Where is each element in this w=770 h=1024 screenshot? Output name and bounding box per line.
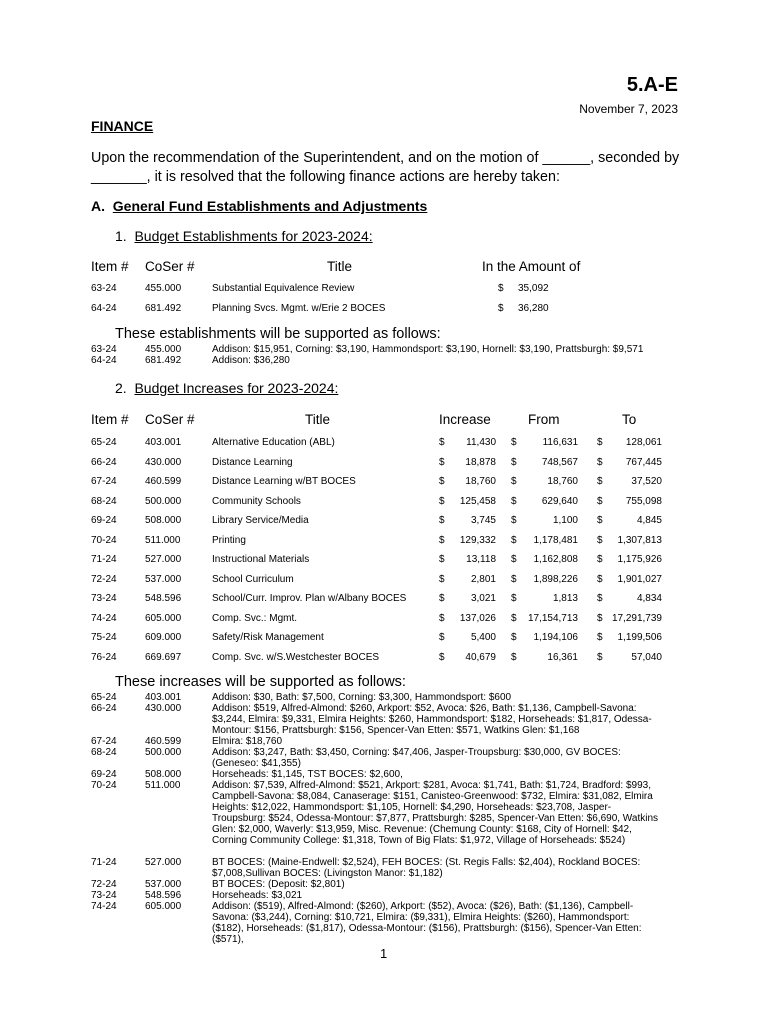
page-number: 1: [380, 946, 388, 961]
row-item: 73-24: [91, 593, 117, 604]
col-header-coser: CoSer #: [145, 412, 195, 427]
row-item: 64-24: [91, 303, 117, 314]
row-amount: 35,092: [518, 283, 549, 294]
support-coser: 605.000: [145, 901, 182, 912]
row-title: Alternative Education (ABL): [212, 437, 335, 448]
support-coser: 500.000: [145, 747, 182, 758]
row-dollar: $: [439, 534, 445, 546]
row-dollar: $: [511, 573, 517, 585]
row-coser: 527.000: [145, 554, 182, 565]
row-item: 72-24: [91, 573, 117, 585]
row-from: 1,194,106: [533, 632, 578, 643]
row-to: 1,199,506: [617, 632, 662, 643]
increases-support-title: These increases will be supported as follows:: [115, 674, 406, 690]
row-dollar: $: [597, 593, 603, 604]
row-increase: 5,400: [470, 632, 496, 643]
establishments-number: 1.: [115, 228, 127, 244]
support-coser: 460.599: [145, 736, 182, 747]
row-dollar: $: [597, 651, 603, 663]
row-coser: 605.000: [145, 612, 182, 624]
row-to: 17,291,739: [611, 612, 662, 624]
row-item: 75-24: [91, 632, 117, 643]
document-id: 5.A-E: [626, 74, 678, 96]
row-title: Comp. Svc.: Mgmt.: [212, 612, 298, 624]
col-header-item: Item #: [91, 259, 129, 274]
row-coser: 508.000: [145, 515, 182, 526]
row-dollar: $: [439, 573, 445, 585]
row-item: 66-24: [91, 456, 117, 468]
row-coser: 430.000: [145, 456, 182, 468]
support-item: 66-24: [91, 703, 117, 714]
support-coser: 430.000: [145, 703, 182, 714]
row-title: Comp. Svc. w/S.Westchester BOCES: [212, 651, 380, 663]
row-from: 1,162,808: [533, 554, 578, 565]
support-item: 64-24: [91, 355, 117, 366]
document-date: November 7, 2023: [579, 102, 678, 116]
row-increase: 125,458: [459, 495, 496, 507]
col-header-item: Item #: [91, 412, 129, 427]
support-text: Addison: $7,539, Alfred-Almond: $521, Arkport: $281, Avoca: $1,741, Bath: $1,724, Bradford: $993, Campbell-Savona: $8,084, Canaserage: $151, Canisteo-Greenwood: $732, Elmira: $31,082, Elmira Heights: $12,022, Hammondsport: $1,105, Hornell: $4,290, Horseheads: $23,708, Jasper-Troupsburg: $524, Odessa-Montour: $7,877, Prattsburgh: $285, Spencer-Van Etten: $6,690, Watkins Glen: $2,000, Waverly: $13,959, Misc. Revenue: (Chemung County: $168, City of Hornell: $42, Corning Community College: $1,318, Town of Big Flats: $1,972, Village of Horseheads: $524): [212, 780, 659, 846]
row-dollar: $: [439, 651, 445, 663]
support-item: 69-24: [91, 769, 117, 780]
row-from: 116,631: [542, 437, 578, 448]
row-coser: 609.000: [145, 632, 182, 643]
increases-heading: [115, 380, 338, 396]
establishments-title: Budget Establishments for 2023-2024:: [134, 228, 373, 244]
intro-paragraph: Upon the recommendation of the Superintendent, and on the motion of ______, seconded by _______, it is resolved that the following finance actions are hereby taken:: [91, 150, 680, 185]
row-dollar: $: [597, 437, 603, 448]
row-coser: 460.599: [145, 476, 182, 487]
establishments-heading: [115, 228, 373, 244]
row-item: 74-24: [91, 612, 117, 624]
row-title: Distance Learning: [212, 456, 293, 468]
row-increase: 2,801: [470, 573, 496, 585]
section-title: FINANCE: [91, 118, 154, 134]
row-dollar: $: [511, 612, 517, 624]
row-coser: 548.596: [145, 593, 182, 604]
row-to: 755,098: [625, 495, 662, 507]
row-from: 16,361: [547, 651, 578, 663]
support-coser: 511.000: [145, 780, 181, 791]
support-item: 67-24: [91, 736, 117, 747]
row-increase: 40,679: [465, 651, 496, 663]
row-title: School/Curr. Improv. Plan w/Albany BOCES: [212, 593, 407, 604]
col-header-from: From: [528, 412, 560, 427]
row-from: 1,178,481: [533, 534, 578, 546]
row-title: Printing: [212, 534, 246, 546]
section-a-letter: A.: [91, 198, 105, 214]
row-coser: 500.000: [145, 495, 182, 507]
col-header-amount: In the Amount of: [482, 259, 581, 274]
row-coser: 681.492: [145, 303, 182, 314]
row-title: Instructional Materials: [212, 554, 310, 565]
row-dollar: $: [597, 612, 603, 624]
support-text: Addison: $3,247, Bath: $3,450, Corning: $47,406, Jasper-Troupsburg: $30,000, GV BOCES: (Geneseo: $41,355): [212, 747, 621, 769]
row-title: Substantial Equivalence Review: [212, 283, 355, 294]
row-dollar: $: [511, 651, 517, 663]
col-header-coser: CoSer #: [145, 259, 195, 274]
support-coser: 681.492: [145, 355, 182, 366]
support-coser: 403.001: [145, 692, 182, 703]
row-coser: 455.000: [145, 283, 182, 294]
row-dollar: $: [439, 476, 445, 487]
col-header-increase: Increase: [439, 412, 491, 427]
row-from: 629,640: [541, 495, 578, 507]
row-dollar: $: [511, 495, 517, 507]
establishments-support-title: These establishments will be supported as follows:: [115, 326, 441, 342]
row-dollar: $: [439, 515, 445, 526]
row-increase: 137,026: [459, 612, 496, 624]
support-item: 72-24: [91, 879, 117, 890]
row-dollar: $: [511, 593, 517, 604]
row-title: Planning Svcs. Mgmt. w/Erie 2 BOCES: [212, 303, 386, 314]
row-item: 70-24: [91, 534, 117, 546]
row-to: 1,901,027: [617, 573, 662, 585]
support-text: Addison: $36,280: [212, 355, 290, 366]
row-dollar: $: [597, 476, 603, 487]
row-dollar: $: [439, 456, 445, 468]
row-to: 4,834: [636, 593, 662, 604]
row-dollar: $: [597, 534, 603, 546]
row-to: 1,307,813: [617, 534, 662, 546]
support-coser: 527.000: [145, 857, 182, 868]
row-dollar: $: [439, 593, 445, 604]
row-dollar: $: [597, 515, 603, 526]
row-to: 767,445: [625, 456, 662, 468]
row-increase: 3,021: [470, 593, 496, 604]
support-item: 73-24: [91, 890, 117, 901]
row-item: 63-24: [91, 283, 117, 294]
row-title: Distance Learning w/BT BOCES: [212, 476, 356, 487]
row-item: 76-24: [91, 651, 117, 663]
support-item: 68-24: [91, 747, 117, 758]
support-item: 65-24: [91, 692, 117, 703]
row-dollar: $: [511, 515, 517, 526]
row-title: Library Service/Media: [212, 515, 309, 526]
row-increase: 11,430: [466, 437, 496, 448]
row-item: 69-24: [91, 515, 117, 526]
row-from: 1,100: [552, 515, 578, 526]
row-dollar: $: [511, 554, 517, 565]
col-header-to: To: [622, 412, 637, 427]
support-text: Horseheads: $1,145, TST BOCES: $2,600,: [212, 769, 403, 780]
row-dollar: $: [511, 437, 517, 448]
row-to: 57,040: [631, 651, 662, 663]
support-item: 70-24: [91, 780, 117, 791]
row-from: 17,154,713: [527, 612, 578, 624]
row-increase: 18,760: [465, 476, 496, 487]
support-text: Addison: ($519), Alfred-Almond: ($260), Arkport: ($52), Avoca: ($26), Bath: ($1,136), Campbell-Savona: ($3,244), Corning: $10,721, Elmira: ($9,331), Elmira Heights: ($260), Hammondsport: ($182), Horseheads: ($1,817), Odessa-Montour: ($156), Prattsburgh: ($156), Spencer-Van Etten: ($571),: [212, 901, 642, 945]
support-text: Addison: $519, Alfred-Almond: $260, Arkport: $52, Avoca: $26, Bath: $1,136, Campbell-Savona: $3,244, Elmira: $9,331, Elmira Heights: $260, Hammondsport: $182, Horseheads: $1,817, Odessa-Montour: $156, Prattsburgh: $156, Spencer-Van Etten: $571, Watkins Glen: $1,168: [212, 703, 652, 736]
row-dollar: $: [511, 476, 517, 487]
row-title: Safety/Risk Management: [212, 632, 324, 643]
row-dollar: $: [511, 534, 517, 546]
row-increase: 3,745: [470, 515, 496, 526]
row-item: 68-24: [91, 495, 117, 507]
increases-number: 2.: [115, 380, 127, 396]
row-to: 4,845: [636, 515, 662, 526]
increases-title: Budget Increases for 2023-2024:: [134, 380, 339, 396]
row-title: Community Schools: [212, 495, 301, 507]
row-coser: 403.001: [145, 437, 182, 448]
support-coser: 548.596: [145, 890, 182, 901]
row-dollar: $: [439, 437, 445, 448]
support-text: BT BOCES: (Maine-Endwell: $2,524), FEH BOCES: (St. Regis Falls: $2,404), Rockland BOCES: $7,008,Sullivan BOCES: (Livingston Manor: $1,182): [212, 857, 641, 879]
row-item: 67-24: [91, 476, 117, 487]
row-dollar: $: [439, 612, 445, 624]
row-increase: 129,332: [459, 534, 496, 546]
row-dollar: $: [511, 632, 517, 643]
row-amount: 36,280: [518, 303, 549, 314]
row-dollar: $: [439, 554, 445, 565]
col-header-title: Title: [305, 412, 331, 427]
row-dollar: $: [597, 573, 603, 585]
support-text: Addison: $30, Bath: $7,500, Corning: $3,300, Hammondsport: $600: [212, 692, 512, 703]
row-item: 71-24: [91, 554, 117, 565]
row-to: 37,520: [631, 476, 662, 487]
row-dollar: $: [439, 632, 445, 643]
support-item: 63-24: [91, 344, 117, 355]
section-a-heading: [91, 198, 427, 214]
support-coser: 537.000: [145, 879, 182, 890]
row-from: 1,898,226: [533, 573, 578, 585]
row-item: 65-24: [91, 437, 117, 448]
col-header-title: Title: [327, 259, 353, 274]
row-dollar: $: [597, 495, 603, 507]
row-dollar: $: [597, 632, 603, 643]
row-coser: 537.000: [145, 573, 182, 585]
support-coser: 508.000: [145, 769, 182, 780]
section-a-title: General Fund Establishments and Adjustments: [112, 198, 428, 214]
row-increase: 18,878: [465, 456, 496, 468]
support-text: Elmira: $18,760: [212, 736, 283, 747]
row-increase: 13,118: [466, 554, 496, 565]
row-from: 1,813: [552, 593, 578, 604]
row-from: 18,760: [547, 476, 578, 487]
support-text: Addison: $15,951, Corning: $3,190, Hammondsport: $3,190, Hornell: $3,190, Prattsburgh: $9,571: [212, 344, 644, 355]
row-dollar: $: [511, 456, 517, 468]
row-coser: 669.697: [145, 651, 182, 663]
row-dollar: $: [498, 283, 504, 294]
support-text: Horseheads: $3,021: [212, 890, 303, 901]
row-dollar: $: [439, 495, 445, 507]
support-coser: 455.000: [145, 344, 182, 355]
row-from: 748,567: [541, 456, 578, 468]
row-dollar: $: [597, 554, 603, 565]
row-dollar: $: [597, 456, 603, 468]
row-dollar: $: [498, 303, 504, 314]
row-title: School Curriculum: [212, 573, 294, 585]
row-to: 1,175,926: [617, 554, 662, 565]
support-text: BT BOCES: (Deposit: $2,801): [212, 879, 345, 890]
support-item: 71-24: [91, 857, 117, 868]
support-item: 74-24: [91, 901, 117, 912]
row-to: 128,061: [625, 437, 662, 448]
row-coser: 511.000: [145, 534, 181, 546]
